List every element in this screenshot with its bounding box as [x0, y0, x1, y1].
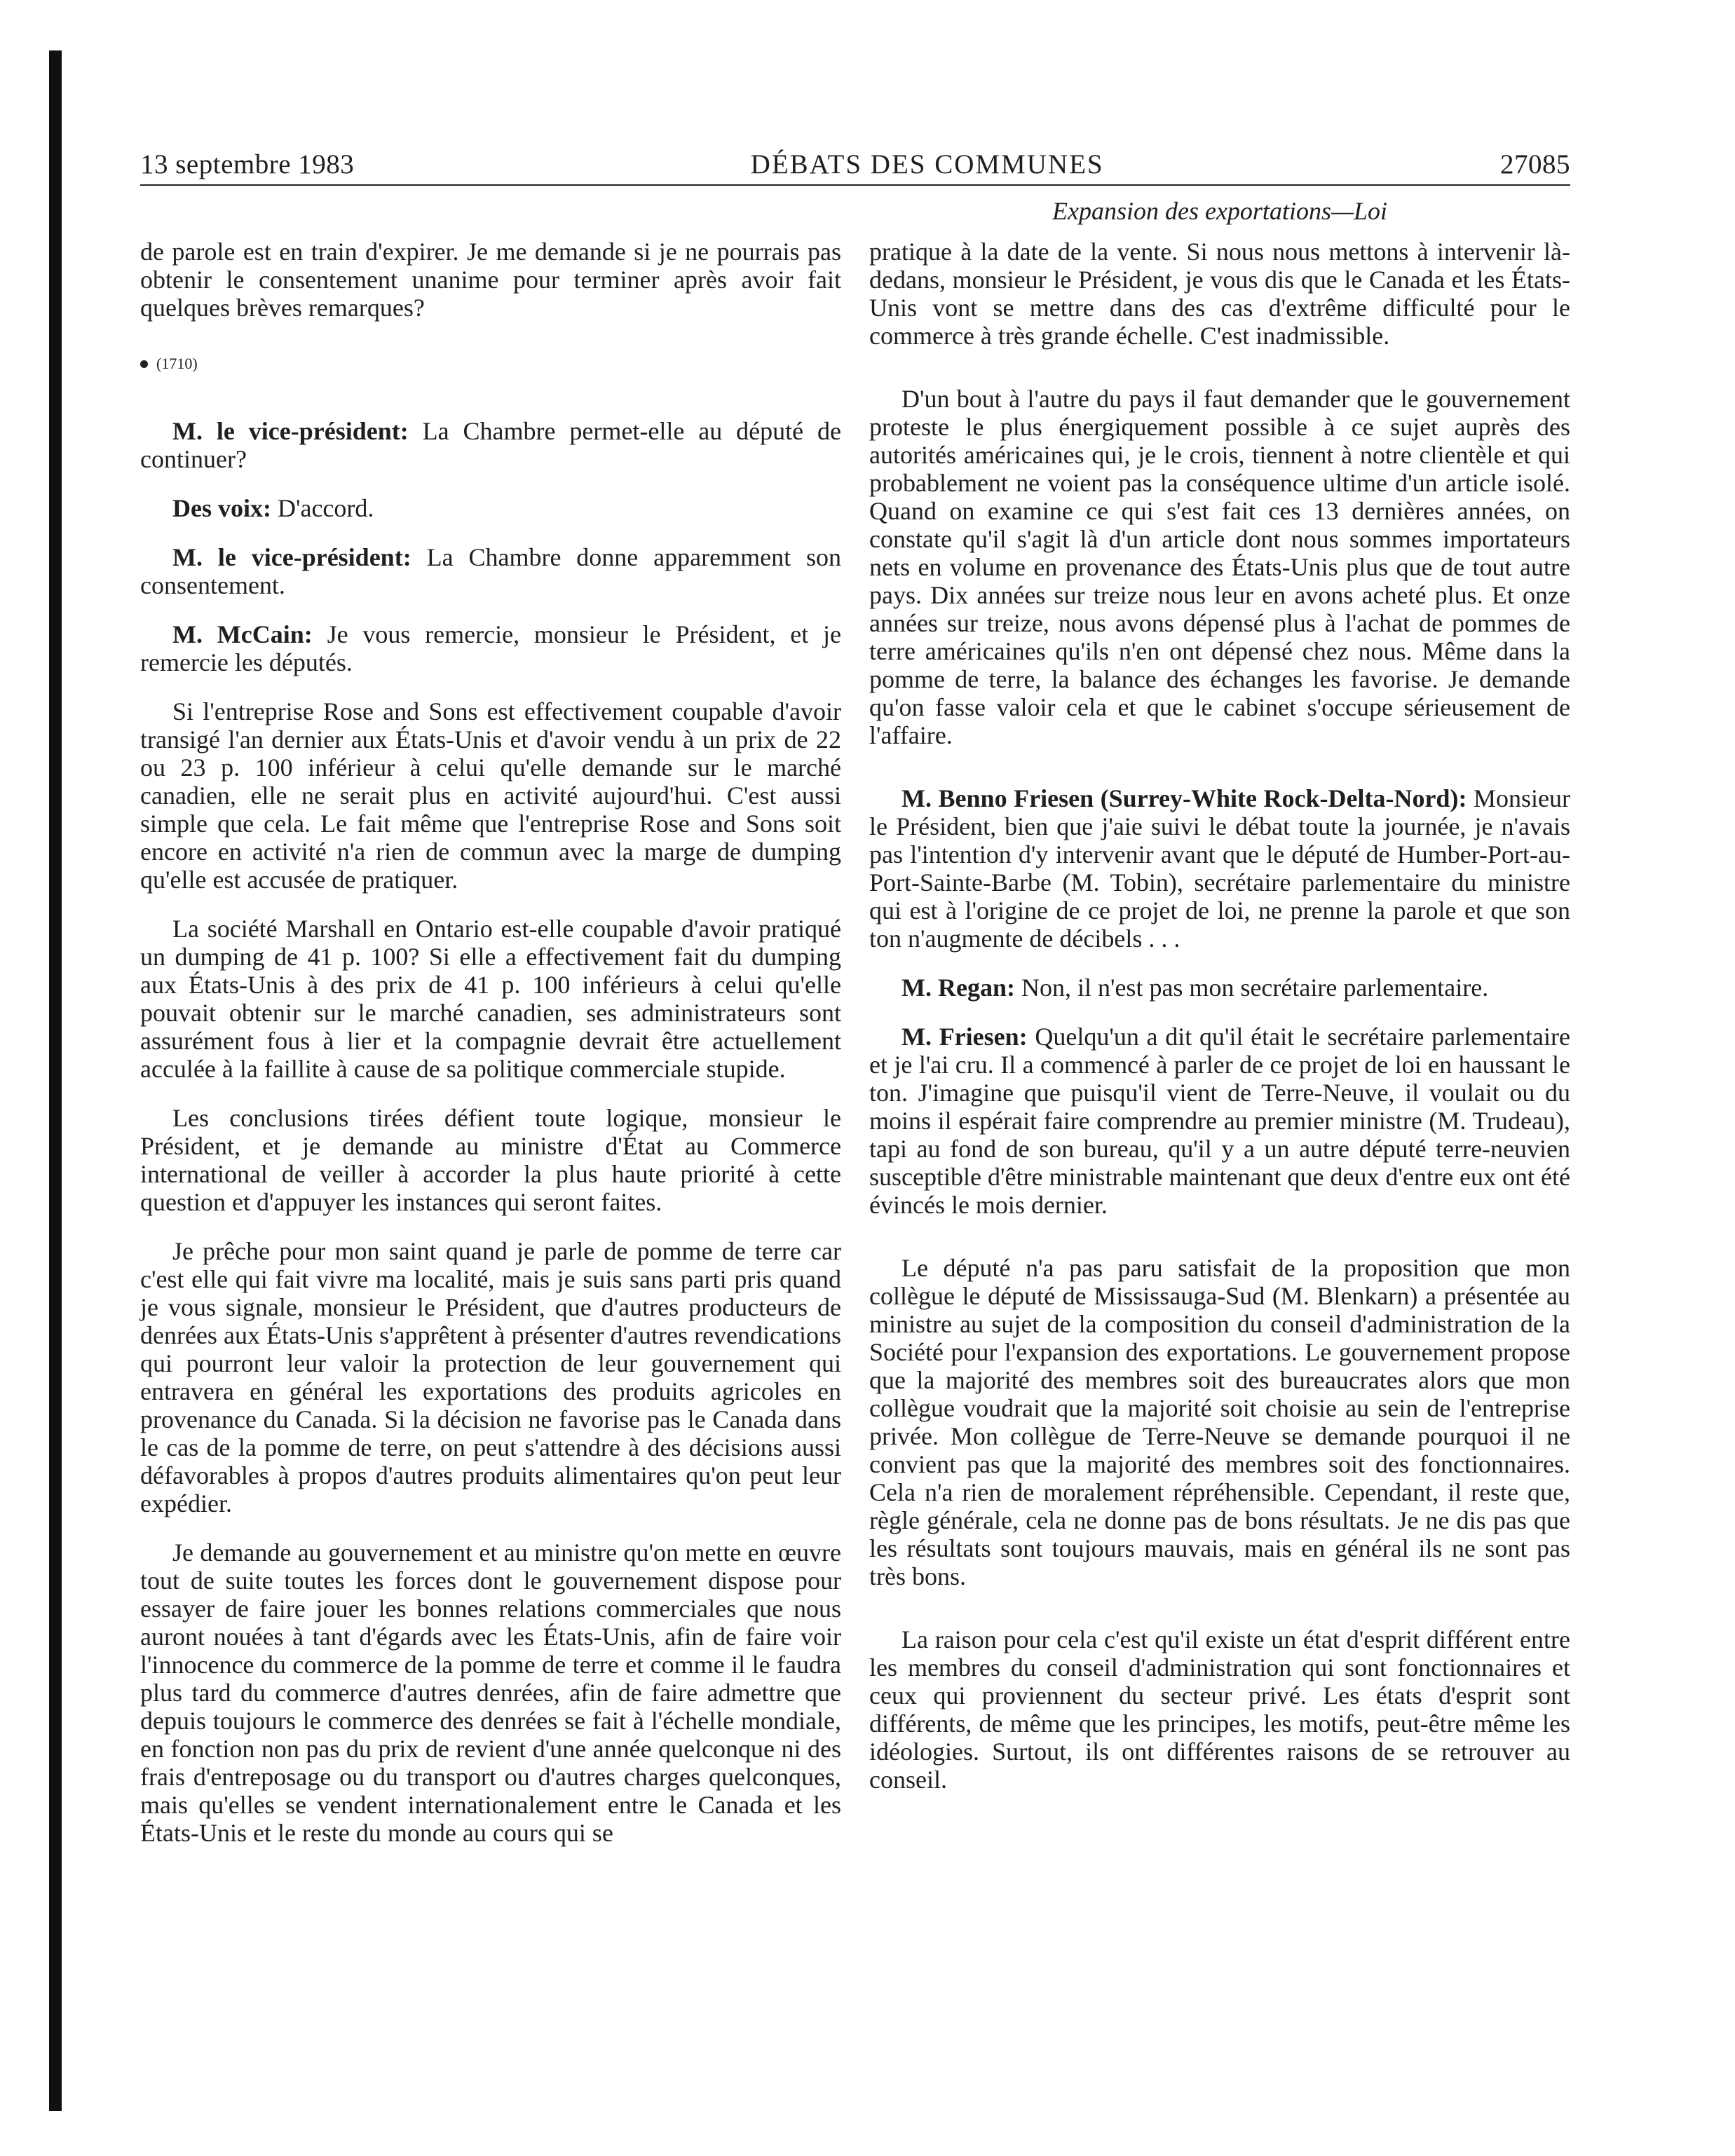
speaker-name: M. Friesen:: [901, 1023, 1028, 1051]
right-column: [869, 193, 1570, 1868]
speech-paragraph: [140, 417, 841, 473]
speech-paragraph: [869, 1023, 1570, 1219]
paragraph: pratique à la date de la vente. Si nous nous mettons à intervenir là-dedans, monsieur le Président, je vous dis que le Canada et les États-Unis vont se mettre dans des cas d'extrême difficulté pour le commerce à très grande échelle. C'est inadmissible.: [869, 238, 1570, 350]
speaker-name: M. McCain:: [172, 620, 313, 648]
header-title: DÉBATS DES COMMUNES: [750, 149, 1104, 179]
speaker-name: M. Benno Friesen (Surrey-White Rock-Delta-Nord):: [901, 784, 1467, 812]
page-header: [140, 149, 1570, 186]
document-page: [140, 149, 1570, 1868]
left-column: [140, 193, 841, 1868]
running-head: Expansion des exportations—Loi: [1052, 197, 1387, 225]
speech-paragraph: [869, 784, 1570, 953]
paragraph: Le député n'a pas paru satisfait de la proposition que mon collègue le député de Mississauga-Sud (M. Blenkarn) a présentée au ministre au sujet de la composition du conseil d'administration de la Société pour l'expansion des exportations. Le gouvernement propose que la majorité des membres soit des bureaucrates alors que mon collègue voudrait que la majorité soit choisie au sein de l'entreprise privée. Mon collègue de Terre-Neuve se demande pourquoi il ne convient pas que la majorité des membres soit des fonctionnaires. Cela n'a rien de moralement répréhensible. Cependant, il reste que, règle générale, cela ne donne pas de bons résultats. Je ne dis pas que les résultats sont toujours mauvais, mais en général ils ne sont pas très bons.: [869, 1254, 1570, 1590]
header-date: 13 septembre 1983: [140, 149, 355, 179]
speech-text: Monsieur le Président, bien que j'aie suivi le débat toute la journée, je n'avais pas l'intention d'y intervenir avant que le député de Humber-Port-au-Port-Sainte-Barbe (M. Tobin), secrétaire parlementaire du ministre qui est à l'origine de ce projet de loi, ne prenne la parole et que son ton n'augmente de décibels . . .: [869, 784, 1570, 953]
speaker-name: M. Regan:: [901, 974, 1015, 1002]
speech-text: Non, il n'est pas mon secrétaire parlementaire.: [1021, 974, 1489, 1002]
speech-paragraph: [140, 494, 841, 522]
speech-paragraph: [140, 543, 841, 599]
speech-text: La Chambre permet-elle au député de continuer?: [140, 417, 841, 473]
paragraph: de parole est en train d'expirer. Je me demande si je ne pourrais pas obtenir le consentement unanime pour terminer après avoir fait quelques brèves remarques?: [140, 238, 841, 322]
speech-text: Quelqu'un a dit qu'il était le secrétaire parlementaire et je l'ai cru. Il a commencé à parler de ce projet de loi en haussant le ton. J'imagine que puisqu'il vient de Terre-Neuve, il voulait ou du moins il espérait faire comprendre au premier ministre (M. Trudeau), tapi au fond de son bureau, qu'il y a un autre député terre-neuvien susceptible d'être ministrable maintenant que deux d'entre eux ont été évincés le mois dernier.: [869, 1023, 1570, 1219]
time-marker-label: (1710): [156, 355, 198, 372]
speaker-name: M. le vice-président:: [172, 417, 409, 445]
page-binding-edge: [49, 50, 62, 2111]
speech-text: La Chambre donne apparemment son consentement.: [140, 543, 841, 599]
paragraph: Les conclusions tirées défient toute logique, monsieur le Président, et je demande au ministre d'État au Commerce international de veiller à accorder la plus haute priorité à cette question et d'appuyer les instances qui seront faites.: [140, 1104, 841, 1216]
paragraph: La société Marshall en Ontario est-elle coupable d'avoir pratiqué un dumping de 41 p. 100? Si elle a effectivement fait du dumping aux États-Unis à des prix de 41 p. 100 inférieurs à celui qu'elle pouvait obtenir sur le marché canadien, ses administrateurs sont assurément fous à lier et la compagnie devrait être actuellement acculée à la faillite à cause de sa politique commerciale stupide.: [140, 915, 841, 1083]
paragraph: Je prêche pour mon saint quand je parle de pomme de terre car c'est elle qui fait vivre ma localité, mais je suis sans parti pris quand je vous signale, monsieur le Président, que d'autres producteurs de denrées aux États-Unis s'apprêtent à présenter d'autres revendications qui pourront leur valoir la protection de leur gouvernement qui entravera en général les exportations des produits agricoles en provenance du Canada. Si la décision ne favorise pas le Canada dans le cas de la pomme de terre, on peut s'attendre à des décisions aussi défavorables à propos d'autres produits alimentaires qu'on peut leur expédier.: [140, 1237, 841, 1517]
time-marker: [140, 350, 841, 378]
paragraph: Si l'entreprise Rose and Sons est effectivement coupable d'avoir transigé l'an dernier aux États-Unis et d'avoir vendu à un prix de 22 ou 23 p. 100 inférieur à celui qu'elle demande sur le marché canadien, elle ne serait plus en activité aujourd'hui. C'est aussi simple que cela. Le fait même que l'entreprise Rose and Sons soit encore en activité n'a rien de commun avec la marge de dumping qu'elle est accusée de pratiquer.: [140, 697, 841, 894]
paragraph: Je demande au gouvernement et au ministre qu'on mette en œuvre tout de suite toutes les forces dont le gouvernement dispose pour essayer de faire jouer les bonnes relations commerciales que nous auront nouées à tant d'égards avec les États-Unis, afin de faire voir l'innocence du commerce de la pomme de terre et comme il le faudra plus tard du commerce d'autres denrées, afin de faire admettre que depuis toujours le commerce des denrées se fait à l'échelle mondiale, en fonction non pas du prix de revient d'une année quelconque ni des frais d'entreposage ou du transport ou d'autres charges quelconques, mais qu'elles se vendent internationalement entre le Canada et les États-Unis et le reste du monde au cours qui se: [140, 1538, 841, 1847]
bullet-icon: [140, 360, 148, 368]
speaker-name: M. le vice-président:: [172, 543, 411, 571]
paragraph: D'un bout à l'autre du pays il faut demander que le gouvernement proteste le plus énergiquement possible à ce sujet auprès des autorités américaines qui, je le crois, tiennent à notre clientèle et qui probablement ne voient pas la conséquence ultime d'un article isolé. Quand on examine ce qui s'est fait ces 13 dernières années, on constate qu'il s'agit là d'un article dont nous sommes importateurs nets en volume en provenance des États-Unis plus que de tout autre pays. Dix années sur treize nous leur en avons acheté plus. Et onze années sur treize, nous avons dépensé plus à l'achat de pommes de terre américaines qu'ils n'en ont dépensé chez nous. Même dans la pomme de terre, la balance des échanges les favorise. Je demande qu'on fasse valoir cela et que le cabinet s'occupe sérieusement de l'affaire.: [869, 385, 1570, 749]
speech-text: Je vous remercie, monsieur le Président, et je remercie les députés.: [140, 620, 842, 676]
paragraph: La raison pour cela c'est qu'il existe un état d'esprit différent entre les membres du conseil d'administration qui sont fonctionnaires et ceux qui proviennent du secteur privé. Les états d'esprit sont différents, de même que les principes, les motifs, peut-être même les idéologies. Surtout, ils ont différentes raisons de se retrouver au conseil.: [869, 1625, 1570, 1794]
header-page-number: 27085: [1499, 149, 1570, 179]
speech-paragraph: [140, 620, 841, 676]
speech-text: D'accord.: [277, 494, 374, 522]
speaker-name: Des voix:: [172, 494, 271, 522]
speech-paragraph: [869, 974, 1570, 1002]
text-columns: [140, 193, 1570, 1868]
